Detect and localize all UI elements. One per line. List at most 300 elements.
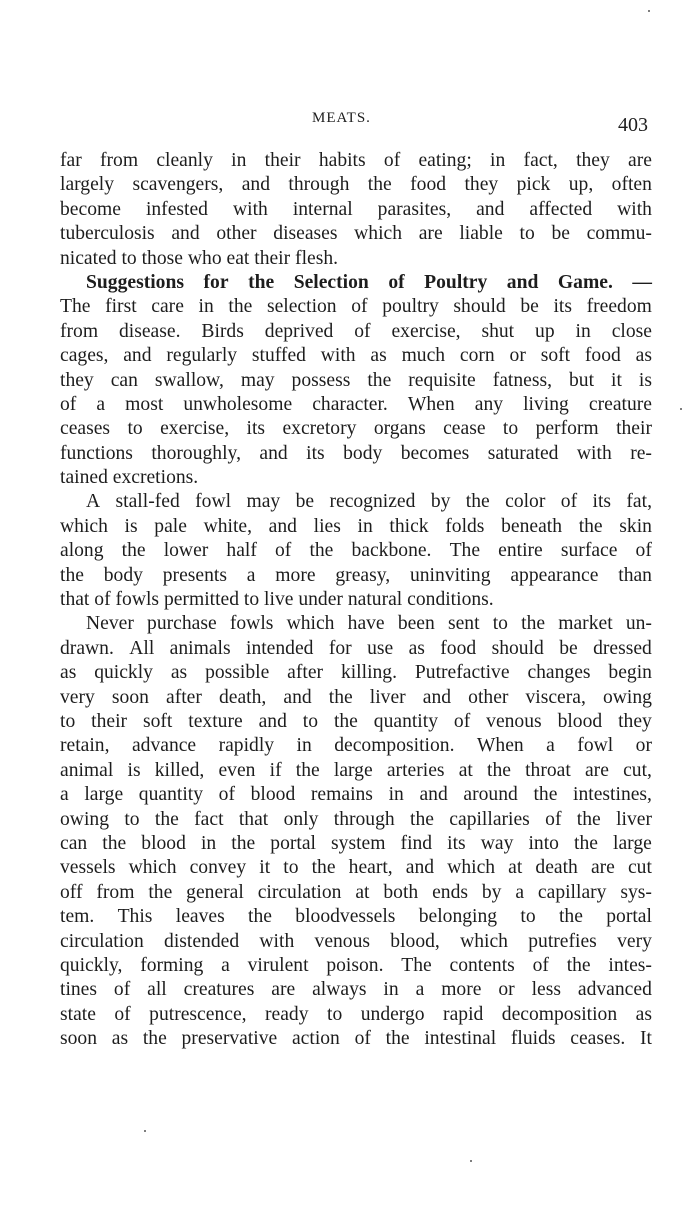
line-text: nicated to those who eat their flesh. [60, 247, 339, 269]
word: the [367, 174, 392, 196]
word: re- [630, 442, 652, 464]
word: in [200, 832, 217, 854]
word: affected [529, 198, 593, 220]
word: The [401, 954, 432, 976]
word: the [121, 540, 146, 562]
text-line [60, 734, 652, 758]
word: and [419, 784, 448, 806]
word: circulation [60, 930, 144, 952]
word: fatness, [492, 369, 553, 391]
word: When [476, 735, 524, 757]
word: infested [145, 198, 208, 220]
text-line [60, 417, 652, 441]
word: convey [189, 857, 247, 879]
word: greasy, [335, 564, 391, 586]
word: fact, [523, 150, 558, 171]
word: It [639, 1028, 652, 1050]
word: is [124, 515, 138, 537]
word: other [216, 223, 257, 245]
text-line [60, 320, 652, 344]
word: creatures [183, 979, 255, 1001]
word: quickly [94, 662, 153, 684]
word: fowl [195, 491, 232, 513]
word: creature [588, 393, 652, 415]
heading-word: Selection [293, 271, 369, 293]
text-line [60, 1003, 652, 1027]
word: decomposition. [334, 735, 455, 757]
word: rapid [443, 1003, 484, 1025]
word: in [357, 515, 373, 537]
word: animals [169, 637, 231, 659]
word: tem. [60, 906, 95, 928]
word: blood [557, 710, 603, 732]
word: and [283, 686, 312, 708]
word: viscera, [525, 686, 586, 708]
word: to [302, 710, 319, 732]
word: half [226, 540, 257, 562]
text-line [60, 808, 652, 832]
word: its [447, 832, 466, 854]
word: much [401, 345, 446, 367]
word: at [458, 759, 473, 781]
print-speck [680, 408, 682, 410]
word: less [531, 979, 561, 1001]
word: selection [266, 296, 337, 318]
word: food [584, 345, 621, 367]
word: unwholesome [183, 393, 293, 415]
word: lower [163, 540, 209, 562]
word: character. [312, 393, 388, 415]
word: they [60, 369, 94, 391]
word: quantity [373, 710, 438, 732]
word: into [528, 832, 559, 854]
word: most [125, 393, 164, 415]
line-text: that of fowls permitted to live under natural conditions. [60, 589, 494, 611]
word: deprived [264, 320, 334, 342]
line-text: tained excretions. [60, 467, 199, 489]
heading-word: of [388, 271, 405, 293]
word: the [60, 564, 84, 586]
text-line [60, 930, 652, 954]
word: The [60, 296, 91, 318]
word: dressed [593, 637, 652, 659]
word: and [422, 686, 452, 708]
word: commu- [586, 223, 652, 245]
word: it [259, 857, 271, 879]
word: excretory [282, 418, 357, 440]
word: of [60, 393, 77, 415]
word: intes- [608, 954, 652, 976]
text-line [60, 978, 652, 1002]
word: around [463, 784, 518, 806]
word: thick [389, 515, 429, 537]
word: have [347, 613, 385, 635]
word: with [259, 930, 295, 952]
word: been [397, 613, 435, 635]
word: death, [218, 686, 267, 708]
word: a [60, 784, 69, 806]
word: of [218, 784, 235, 806]
word: animal [60, 759, 114, 781]
word: become [60, 198, 121, 220]
word: thoroughly, [151, 442, 241, 464]
word: putrescence, [149, 1003, 247, 1025]
word: the [367, 369, 392, 391]
word: distended [164, 930, 240, 952]
word: soft [142, 710, 173, 732]
word: owing [60, 808, 109, 830]
word: and [476, 198, 505, 220]
section-title: MEATS. [312, 110, 371, 126]
word: ready [265, 1003, 309, 1025]
text-line [60, 442, 652, 466]
word: with [320, 345, 356, 367]
word: The [449, 540, 481, 562]
word: recognized [329, 491, 416, 513]
word: living [523, 393, 569, 415]
text-line [60, 905, 652, 929]
text-line [60, 222, 652, 246]
word: swallow, [154, 369, 224, 391]
text-line [60, 710, 652, 734]
word: in [231, 150, 247, 171]
text-line [60, 515, 652, 539]
word: a [96, 393, 106, 415]
word: freedom [586, 296, 652, 318]
word: general [186, 881, 244, 903]
word: exercise, [160, 418, 230, 440]
word: large [84, 784, 124, 806]
word: of [545, 808, 562, 830]
word: of [354, 320, 371, 342]
word: up [535, 320, 555, 342]
word: be [551, 223, 570, 245]
word: largely [60, 174, 115, 196]
word: and [123, 345, 152, 367]
word: white, [203, 515, 253, 537]
print-speck [470, 1160, 472, 1162]
word: as [60, 662, 77, 684]
word: lies [313, 515, 341, 537]
word: which [460, 930, 508, 952]
word: in [383, 979, 399, 1001]
word: cease [443, 418, 486, 440]
word: throat [525, 759, 571, 781]
word: may [240, 369, 275, 391]
word: and [268, 515, 297, 537]
word: This [117, 906, 153, 928]
word: more [275, 564, 316, 586]
word: possible [205, 662, 270, 684]
word: parasites, [377, 198, 452, 220]
word: if [269, 759, 282, 781]
word: becomes [400, 442, 470, 464]
word: of [560, 491, 578, 513]
word: capillary [537, 881, 607, 903]
word: and [405, 857, 435, 879]
word: ends [432, 881, 468, 903]
text-line [60, 881, 652, 905]
word: functions [60, 442, 133, 464]
word: the [385, 1028, 410, 1050]
word: un- [625, 613, 652, 635]
word: leaves [175, 906, 225, 928]
word: color [505, 491, 546, 513]
word: killing. [340, 662, 398, 684]
word: to [492, 613, 508, 635]
word: by [481, 881, 502, 903]
word: its [246, 418, 266, 440]
word: the [148, 881, 173, 903]
word: fowls [229, 613, 274, 635]
text-line [60, 198, 652, 222]
word: heart, [348, 857, 393, 879]
word: the [228, 296, 253, 318]
heading-word: Suggestions [86, 271, 184, 293]
word: contents [449, 954, 515, 976]
word: the [576, 808, 601, 830]
word: a [515, 881, 525, 903]
word: ceases. [570, 1028, 626, 1050]
word: of [351, 296, 368, 318]
word: and [171, 223, 200, 245]
word: soon [111, 686, 149, 708]
word: tines [60, 979, 98, 1001]
word: to [60, 710, 76, 732]
word: in [388, 784, 404, 806]
text-line [60, 783, 652, 807]
word: stuffed [251, 345, 306, 367]
text-line [60, 759, 652, 783]
word: beneath [501, 515, 563, 537]
word: pale [154, 515, 187, 537]
word: stall-fed [115, 491, 180, 513]
word: eating; [418, 150, 472, 171]
word: that [238, 808, 269, 830]
word: or [498, 979, 515, 1001]
word: to [520, 906, 536, 928]
word: even [218, 759, 256, 781]
word: of [383, 150, 401, 171]
word: sent [447, 613, 480, 635]
word: their [264, 150, 301, 171]
word: quickly, [60, 954, 123, 976]
word: be [559, 637, 578, 659]
word: Birds [201, 320, 244, 342]
text-line [60, 393, 652, 417]
word: which [60, 515, 108, 537]
word: the [578, 515, 603, 537]
word: decomposition [501, 1003, 618, 1025]
word: intestines, [573, 784, 652, 806]
word: and [241, 174, 271, 196]
word: can [110, 369, 138, 391]
word: portal [606, 906, 652, 928]
word: drawn. [60, 637, 114, 659]
word: poultry [382, 296, 439, 318]
word: sys- [620, 881, 652, 903]
word: forming [140, 954, 204, 976]
word: system [331, 832, 386, 854]
word: the [533, 784, 558, 806]
text-line [60, 1027, 652, 1051]
text-line [60, 490, 652, 514]
word: is [127, 759, 141, 781]
word: state [60, 1003, 96, 1025]
word: disease. [119, 320, 181, 342]
text-line [60, 539, 652, 563]
print-speck [648, 10, 650, 12]
word: killed, [154, 759, 205, 781]
word: internal [292, 198, 353, 220]
word: of [532, 954, 549, 976]
word: are [271, 979, 296, 1001]
word: a [415, 979, 425, 1001]
word: can [60, 832, 88, 854]
word: may [246, 491, 281, 513]
heading-word: — [632, 271, 652, 293]
word: in [490, 150, 506, 171]
word: cut [627, 857, 652, 879]
word: which [354, 223, 403, 245]
word: Putrefactive [414, 662, 510, 684]
heading-word: for [203, 271, 229, 293]
word: action [291, 1028, 340, 1050]
word: more [441, 979, 482, 1001]
word: as [408, 637, 425, 659]
word: presents [162, 564, 227, 586]
word: All [129, 637, 155, 659]
word: a [221, 954, 230, 976]
text-line [60, 588, 652, 612]
word: cut, [623, 759, 652, 781]
word: both [383, 881, 419, 903]
word: which [447, 857, 496, 879]
word: to [124, 808, 140, 830]
word: surface [560, 540, 618, 562]
word: in [198, 296, 214, 318]
word: they [464, 174, 499, 196]
text-line [60, 173, 652, 197]
word: from [96, 881, 135, 903]
word: fat, [626, 491, 652, 513]
word: always [312, 979, 367, 1001]
word: from [60, 320, 99, 342]
word: blood, [390, 930, 440, 952]
word: rapidly [218, 735, 275, 757]
word: large [613, 832, 652, 854]
word: as [635, 1003, 652, 1025]
print-speck [144, 1130, 146, 1132]
word: or [509, 345, 526, 367]
word: to [283, 857, 299, 879]
word: the [521, 613, 546, 635]
word: of [354, 1028, 371, 1050]
word: off [60, 881, 83, 903]
word: the [410, 808, 434, 830]
word: the [558, 906, 583, 928]
word: A [86, 491, 101, 513]
word: but [569, 369, 595, 391]
word: corn [459, 345, 495, 367]
word: venous [314, 930, 371, 952]
word: are [590, 857, 615, 879]
word: are [418, 223, 443, 245]
word: changes [527, 662, 591, 684]
word: of [453, 710, 471, 732]
text-line [60, 295, 652, 319]
paragraph-heading-line [60, 271, 652, 295]
word: care [151, 296, 184, 318]
word: preservative [181, 1028, 278, 1050]
heading-word: Poultry [424, 271, 488, 293]
word: organs [373, 418, 426, 440]
word: which [128, 857, 177, 879]
word: the [333, 710, 358, 732]
word: Never [86, 613, 134, 635]
text-line [60, 661, 652, 685]
word: of [114, 1003, 131, 1025]
word: and [258, 710, 287, 732]
word: should [453, 296, 506, 318]
word: to [127, 418, 143, 440]
word: and [259, 442, 288, 464]
text-line [60, 612, 652, 636]
word: at [508, 857, 523, 879]
word: belonging [418, 906, 498, 928]
word: be [520, 296, 539, 318]
word: habits [318, 150, 366, 171]
word: the [487, 759, 511, 781]
word: possess [291, 369, 351, 391]
word: begin [608, 662, 652, 684]
word: the [311, 857, 336, 879]
word: a [546, 735, 555, 757]
word: body [343, 442, 383, 464]
word: remains [310, 784, 373, 806]
word: often [611, 174, 652, 196]
word: up, [568, 174, 594, 196]
word: venous [486, 710, 542, 732]
word: the [231, 832, 256, 854]
word: blood [141, 832, 186, 854]
heading-word: Game. [557, 271, 613, 293]
word: a [246, 564, 256, 586]
word: first [105, 296, 137, 318]
word: scavengers, [132, 174, 224, 196]
word: circulation [257, 881, 342, 903]
word: entire [498, 540, 543, 562]
word: the [142, 1028, 167, 1050]
word: of [635, 540, 652, 562]
word: be [295, 491, 315, 513]
word: all [147, 979, 167, 1001]
word: of [275, 540, 292, 562]
word: which [286, 613, 335, 635]
text-line [60, 344, 652, 368]
word: skin [619, 515, 652, 537]
word: their [91, 710, 128, 732]
word: its [592, 491, 612, 513]
text-line [60, 954, 652, 978]
text-line [60, 856, 652, 880]
word: perform [535, 418, 599, 440]
word: quantity [138, 784, 204, 806]
word: soon [60, 1028, 98, 1050]
word: advance [131, 735, 197, 757]
word: large [333, 759, 373, 781]
word: vessels [60, 857, 116, 879]
